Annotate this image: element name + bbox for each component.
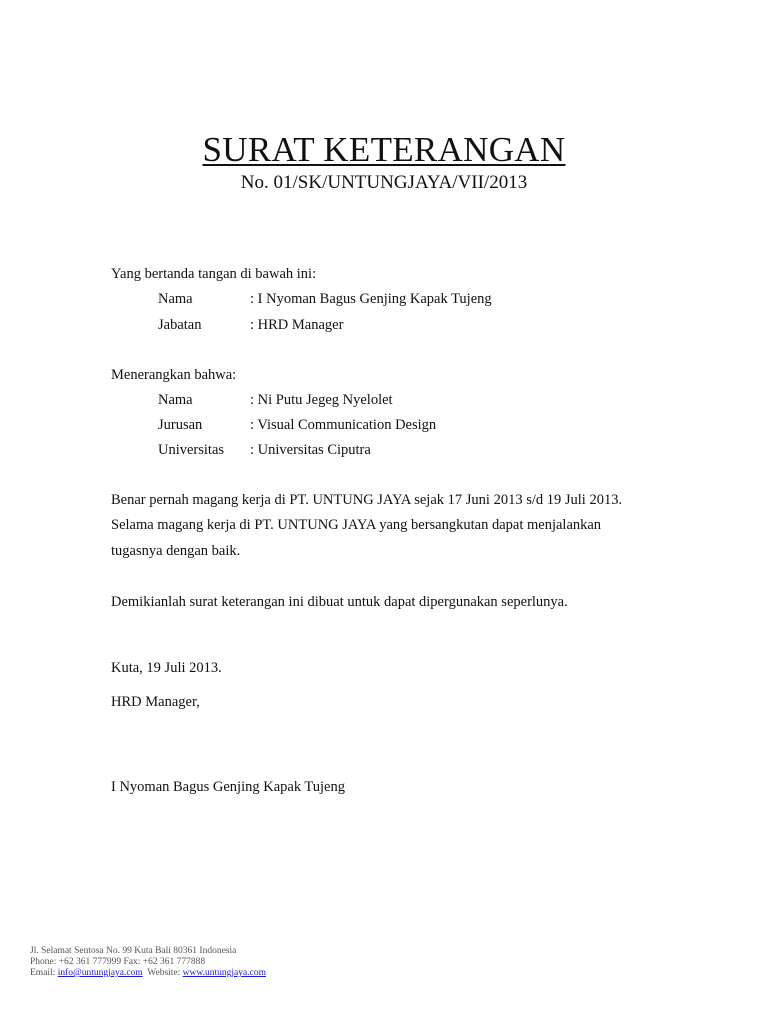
signer-position-value: : HRD Manager <box>250 317 344 333</box>
footer-website-label: Website: <box>142 968 183 978</box>
footer-phone: Phone: +62 361 777999 Fax: +62 361 777888 <box>30 957 206 967</box>
subject-major-label: Jurusan <box>158 417 203 433</box>
body-line-1: Benar pernah magang kerja di PT. UNTUNG JAYA sejak 17 Juni 2013 s/d 19 Juli 2013. <box>111 492 623 508</box>
footer-email-label: Email: <box>30 968 58 978</box>
subject-university-label: Universitas <box>158 442 225 458</box>
signer-intro: Yang bertanda tangan di bawah ini: <box>111 266 317 282</box>
signer-name-value: : I Nyoman Bagus Genjing Kapak Tujeng <box>250 291 492 307</box>
subject-university-value: : Universitas Ciputra <box>250 442 371 458</box>
signer-position-label: Jabatan <box>158 317 202 333</box>
footer-address: Jl. Selamat Sentosa No. 99 Kuta Bali 80361 Indonesia <box>30 946 237 956</box>
footer-contact <box>30 968 266 979</box>
subject-name-value: : Ni Putu Jegeg Nyelolet <box>250 392 393 408</box>
letter-number: No. 01/SK/UNTUNGJAYA/VII/2013 <box>240 172 528 193</box>
signer-position: HRD Manager, <box>111 694 200 710</box>
body-line-2: Selama magang kerja di PT. UNTUNG JAYA yang bersangkutan dapat menjalankan <box>111 517 602 533</box>
signer-name-label: Nama <box>158 291 193 307</box>
footer-email-link[interactable]: info@untungjaya.com <box>57 968 143 978</box>
letter-title-text: SURAT KETERANGAN <box>202 130 566 169</box>
letter-title <box>0 128 768 172</box>
signer-name: I Nyoman Bagus Genjing Kapak Tujeng <box>111 779 345 795</box>
subject-name-label: Nama <box>158 392 193 408</box>
place-date: Kuta, 19 Juli 2013. <box>111 660 222 676</box>
subject-major-value: : Visual Communication Design <box>250 417 437 433</box>
subject-intro: Menerangkan bahwa: <box>111 367 237 383</box>
body-line-3: tugasnya dengan baik. <box>111 543 241 559</box>
footer-website-link[interactable]: www.untungjaya.com <box>182 968 266 978</box>
closing-statement: Demikianlah surat keterangan ini dibuat untuk dapat dipergunakan seperlunya. <box>111 594 568 610</box>
